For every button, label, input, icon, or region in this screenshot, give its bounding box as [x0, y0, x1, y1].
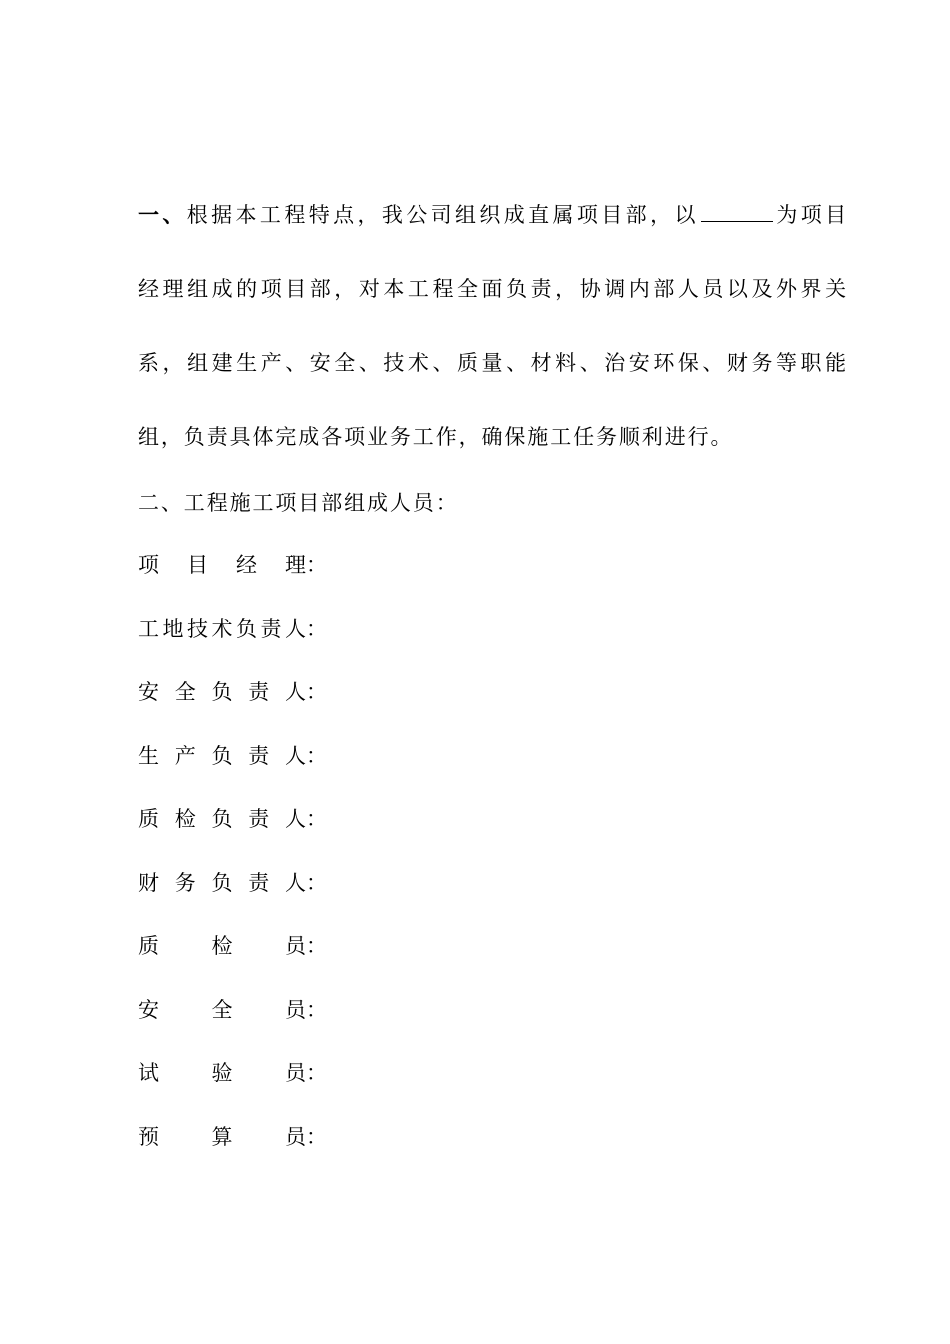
- section1-line1: [138, 200, 848, 230]
- role-label: 预算员: [138, 1125, 306, 1149]
- section1-line4: 组，负责具体完成各项业务工作，确保施工任务顺利进行。: [138, 425, 734, 449]
- role-label: 项目经理: [138, 553, 306, 577]
- role-colon: ：: [306, 1125, 327, 1149]
- role-colon: ：: [306, 617, 327, 641]
- role-row: [138, 550, 327, 580]
- role-colon: ：: [306, 680, 327, 704]
- role-row: [138, 995, 327, 1025]
- section1-line1-text-a: 根据本工程特点，我公司组织成直属项目部，以: [186, 203, 699, 227]
- role-row: [138, 804, 327, 834]
- role-label: 质检员: [138, 934, 306, 958]
- role-colon: ：: [306, 1061, 327, 1085]
- role-label: 财务负责人: [138, 871, 306, 895]
- role-row: [138, 677, 327, 707]
- role-colon: ：: [306, 807, 327, 831]
- role-row: [138, 931, 327, 961]
- section1-line1-text-b: 为项目: [774, 203, 848, 227]
- role-label: 试验员: [138, 1061, 306, 1085]
- section1-line3: 系，组建生产、安全、技术、质量、材料、治安环保、财务等职能: [138, 351, 848, 375]
- role-label: 工地技术负责人: [138, 617, 306, 641]
- role-colon: ：: [306, 553, 327, 577]
- role-row: [138, 1058, 327, 1088]
- role-colon: ：: [306, 934, 327, 958]
- role-row: [138, 1122, 327, 1152]
- section1-line2: 经理组成的项目部，对本工程全面负责，协调内部人员以及外界关: [138, 277, 848, 301]
- role-colon: ：: [306, 998, 327, 1022]
- role-label: 质检负责人: [138, 807, 306, 831]
- manager-name-blank: [701, 203, 773, 222]
- role-label: 安全负责人: [138, 680, 306, 704]
- role-colon: ：: [306, 744, 327, 768]
- role-row: [138, 868, 327, 898]
- section2-title: 二、工程施工项目部组成人员：: [138, 491, 459, 515]
- role-row: [138, 741, 327, 771]
- role-label: 生产负责人: [138, 744, 306, 768]
- role-label: 安全员: [138, 998, 306, 1022]
- role-row: [138, 614, 327, 644]
- role-colon: ：: [306, 871, 327, 895]
- section1-lead: 一、: [138, 202, 187, 227]
